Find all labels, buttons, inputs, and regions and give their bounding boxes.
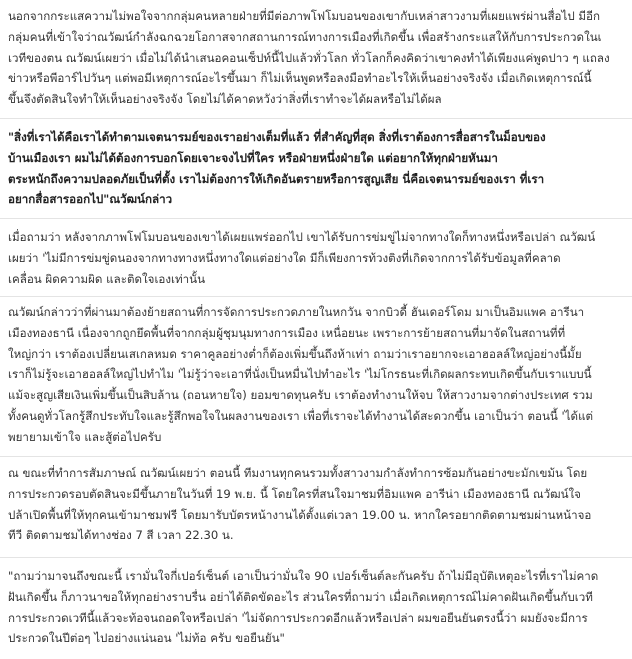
paragraph-divider [0,218,632,219]
text-line: ฝันเกิดขึ้น ก็ภาวนาขอให้ทุกอย่างราบรื่น อย่าได้ติดขัดอะไร ส่วนใครที่ถามว่า เมื่อเกิดเหตุการณ์ไม่คาดฝันเกิดขึ้นกับเวที [8,589,593,604]
text-line: ทั้งคนดูทั่วโลกรู้สึกประทับใจและรู้สึกพอใจในผลงานของเรา เพื่อที่เราจะได้ทำงานได้สะดวกขึ้น เอาเป็นว่า ตอนนี้ 'ได้แต่ [8,408,594,423]
text-line: พยายามเข้าใจ และสู้ต่อไปครับ [8,429,162,444]
text-line: เคลื่อน ผิดความผิด และติดใจเองเท่านั้น [8,271,206,286]
text-line: ณวัฒน์กล่าวว่าที่ผ่านมาต้องย้ายสถานที่การจัดการประกวดภายในหกวัน จากบิวดี้ ฮันเดอร์โดม มาเป็นอิมแพค อารีนา [8,305,585,319]
text-line: เราก็ไม่รู้จะเอาฮอลล์ใหญ่ไปทำไม 'ไม่รู้ว่าจะเอาที่นั่งเป็นหมื่นไปทำอะไร 'ไม่โกรธนะที่เกิดผลกระทบเกิดขึ้นกับเราแบบนี้ [8,367,592,382]
text-line: ปล้าเปิดพื้นที่ให้ทุกคนเข้ามาชมฟรี โดยมารับบัตรหน้างานได้ตั้งแต่เวลา 19.00 น. หากใครอยากติดตามชมผ่านหน้าจอ [8,507,592,522]
text-line: การประกวดเวทีนี้แล้วจะท้อจนถอดใจหรือเปล่า 'ไม่จัดการประกวดอีกแล้วหรือเปล่า ผมขอยืนยันตรงนี้ว่า ผมยังจะมีการ [8,610,588,625]
quote-line: ตระหนักถึงความปลอดภัยเป็นที่ตั้ง เราไม่ต้องการให้เกิดอันตรายหรือการสูญเสีย นี่คือเจตนารมย์ของเรา ที่เรา [8,171,545,186]
paragraph-divider [0,118,632,119]
text-line: ใหญ่กว่า เราต้องเปลี่ยนเสเกลหมด ราคาคูลอย่างต่ำก็ต้องเพิ่มขึ้นถึงห้าเท่า ถามว่าเราอยากจะเอาฮอลล์ใหญ่อย่างนี้มั้ย [8,346,582,361]
text-line: "ถามว่ามาจนถึงขณะนี้ เรามั่นใจกี่เปอร์เซ็นต์ เอาเป็นว่ามั่นใจ 90 เปอร์เซ็นต์ละกันครับ ถ้าไม่มีอุบัติเหตุอะไรที่เราไม่คาด [8,569,599,583]
paragraph-divider [0,456,632,457]
text-line: นอกจากกระแสความไม่พอใจจากกลุ่มคนหลายฝ่ายที่มีต่อภาพโฟโมบอนของเขากับเหล่าสาวงามที่เผยแพร่ผ่านสื่อไป มีอีก [8,9,601,23]
paragraph-protest-reaction [8,6,624,110]
text-line: เวทีของตน ณวัฒน์เผยว่า เมื่อไม่ได้นำเสนอคอนเซ็ปท์นี้ไปแล้วทั่วโลก ทั่วโลกก็คงคิดว่าเขาคงทำได้เพียงแค่พูดปาว ๆ แถลง [8,50,610,65]
text-line: กลุ่มคนที่เข้าใจว่าณวัฒน์กำลังฉกฉวยโอกาสจากสถานการณ์ทางการเมืองที่เกิดขึ้น เพื่อสร้างกระแสให้กับการประกวดในเ [8,29,602,44]
quote-line: อยากสื่อสารออกไป"ณวัฒน์กล่าว [8,192,173,207]
text-line: เผยว่า 'ไม่มีการข่มขู่ดนองจากทางทางหนึ่งทางใดแต่อย่างใด มีก็เพียงการท้วงติงที่เกิดจากการได้รับข้อมูลที่คลาด [8,250,561,265]
paragraph-final-round-info [8,463,624,546]
paragraph-venue-change [8,302,624,448]
quote-line: บ้านเมืองเรา ผมไม่ได้ต้องการบอกโดยเจาะจงไปที่ใคร หรือฝ่ายหนึ่งฝ่ายใด แต่อยากให้ทุกฝ่ายหันมา [8,150,498,165]
text-line: ขึ้นจึงตัดสินใจทำให้เห็นอย่างจริงจัง โดยไม่ได้คาดหวังว่าสิ่งที่เราทำจะได้ผลหรือไม่ได้ผล [8,92,442,107]
text-line: เมื่อถามว่า หลังจากภาพโฟโมบอนของเขาได้เผยแพร่ออกไป เขาได้รับการข่มขู่ไม่จากทางใดก็ทางหนึ่งหรือเปล่า ณวัฒน์ [8,230,596,244]
text-line: เมืองทองธานี เนื่องจากถูกยึดพื้นที่จากกลุ่มผู้ชุมนุมทางการเมือง เหนื่อยนะ เพราะการย้ายสถานที่มาจัดในสถานที่ที่ [8,325,566,340]
paragraph-divider [0,296,632,297]
quote-paragraph [8,127,624,210]
text-line: ประกวดในปีต่อๆ ไปอย่างแน่นอน 'ไม่ท้อ ครับ ขอยืนยัน" [8,631,285,646]
text-line: ทีวี ติดตามชมได้ทางช่อง 7 สี เวลา 22.30 น. [8,528,234,543]
text-line: ณ ขณะที่ทำการสัมภาษณ์ ณวัฒน์เผยว่า ตอนนี้ ทีมงานทุกคนรวมทั้งสาวงามกำลังทำการซ้อมกันอย่างขะมักเขม้น โดย [8,466,588,480]
paragraph-threats [8,227,624,289]
text-line: แม้จะสูญเสียเงินเพิ่มขึ้นเป็นสิบล้าน (ถอนหายใจ) ยอมขาดทุนครับ เราต้องทำงานให้จบ ให้สาวงามจากต่างประเทศ รวม [8,388,593,403]
text-line: การประกวดรอบตัดสินจะมีขึ้นภายในวันที่ 19 พ.ย. นี้ โดยใครที่สนใจมาชมที่อิมแพค อารีน่า เมืองทองธานี ณวัฒน์ใจ [8,486,581,501]
text-line: ข่าวหรือพีอาร์ไปวันๆ แต่พอมีเหตุการณ์อะไรขึ้นมา ก็ไม่เห็นพูดหรือลงมือทำอะไรให้เห็นอย่างจริงจัง เมื่อเกิดเหตุการณ์นี้ [8,71,592,86]
paragraph-confidence-quote [8,566,624,649]
quote-line: "สิ่งที่เราได้คือเราได้ทำตามเจตนารมย์ของเราอย่างเต็มที่แล้ว ที่สำคัญที่สุด สิ่งที่เราต้องการสื่อสารในม็อบของ [8,130,546,144]
paragraph-divider [0,557,632,558]
